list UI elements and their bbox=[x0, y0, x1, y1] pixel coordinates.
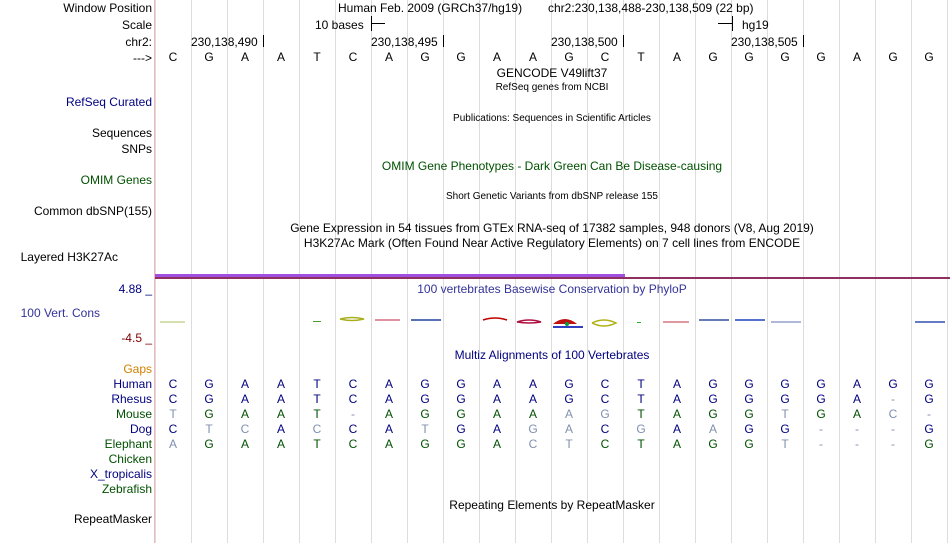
base-grid-line bbox=[371, 0, 372, 543]
label-sequences[interactable]: Sequences bbox=[91, 126, 152, 140]
label-cons-max: 4.88 _ bbox=[118, 282, 152, 296]
alignment-base-human: G bbox=[204, 377, 214, 391]
base-grid-line bbox=[155, 0, 156, 543]
alignment-base-dog: G bbox=[744, 422, 754, 436]
scale-bar-line bbox=[371, 23, 385, 24]
label-chicken[interactable]: Chicken bbox=[108, 452, 152, 466]
alignment-base-mouse: G bbox=[744, 407, 754, 421]
ruler-coord-3: 230,138,500 bbox=[551, 35, 618, 49]
alignment-base-human: A bbox=[384, 377, 393, 391]
label-refseq-curated[interactable]: RefSeq Curated bbox=[65, 95, 152, 109]
base-letter: A bbox=[672, 50, 681, 64]
alignment-base-elephant: A bbox=[672, 437, 681, 451]
label-window-position: Window Position bbox=[63, 1, 152, 15]
alignment-base-dog: C bbox=[348, 422, 358, 436]
alignment-base-rhesus: C bbox=[168, 392, 178, 406]
base-letter: G bbox=[888, 50, 898, 64]
alignment-base-dog: A bbox=[492, 422, 501, 436]
alignment-base-rhesus: G bbox=[420, 392, 430, 406]
base-letter: G bbox=[708, 50, 718, 64]
alignment-base-elephant: - bbox=[819, 437, 823, 451]
base-grid-line bbox=[263, 0, 264, 543]
ruler-coord-2: 230,138,495 bbox=[371, 35, 438, 49]
repeatmasker-track-title[interactable]: Repeating Elements by RepeatMasker bbox=[449, 498, 655, 512]
alignment-base-elephant: G bbox=[420, 437, 430, 451]
publications-track-title[interactable]: Publications: Sequences in Scientific Articles bbox=[453, 113, 651, 124]
h3k27ac-track-title[interactable]: H3K27Ac Mark (Often Found Near Active Regulatory Elements) on 7 cell lines from ENCODE bbox=[303, 236, 801, 250]
base-grid-line bbox=[911, 0, 912, 543]
base-letter: A bbox=[492, 50, 501, 64]
ruler-tick-1 bbox=[263, 35, 264, 47]
alignment-base-human: G bbox=[564, 377, 574, 391]
alignment-base-mouse: A bbox=[492, 407, 501, 421]
alignment-base-human: A bbox=[528, 377, 537, 391]
alignment-base-dog: - bbox=[891, 422, 895, 436]
label-x-tropicalis[interactable]: X_tropicalis bbox=[89, 467, 152, 481]
alignment-base-dog: G bbox=[780, 422, 790, 436]
alignment-base-human: G bbox=[420, 377, 430, 391]
alignment-base-dog: A bbox=[564, 422, 573, 436]
alignment-base-human: A bbox=[276, 377, 285, 391]
gtex-track-title[interactable]: Gene Expression in 54 tissues from GTEx RNA-seq of 17382 samples, 948 donors (V8, Aug 2019) bbox=[290, 221, 814, 235]
scale-bar-line-right bbox=[718, 23, 732, 24]
alignment-base-elephant: C bbox=[348, 437, 358, 451]
base-grid-line bbox=[407, 0, 408, 543]
alignment-base-rhesus: A bbox=[492, 392, 501, 406]
alignment-base-elephant: A bbox=[240, 437, 249, 451]
alignment-base-rhesus: A bbox=[384, 392, 393, 406]
alignment-base-mouse: G bbox=[204, 407, 214, 421]
alignment-base-dog: T bbox=[421, 422, 429, 436]
alignment-base-rhesus: A bbox=[852, 392, 861, 406]
alignment-base-rhesus: A bbox=[240, 392, 249, 406]
alignment-base-rhesus: G bbox=[564, 392, 574, 406]
alignment-base-rhesus: C bbox=[600, 392, 610, 406]
alignment-base-mouse: A bbox=[240, 407, 249, 421]
h3k27ac-baseline bbox=[155, 277, 950, 279]
label-dog[interactable]: Dog bbox=[129, 422, 152, 436]
alignment-base-elephant: G bbox=[456, 437, 466, 451]
base-letter: G bbox=[564, 50, 574, 64]
label-common-dbsnp[interactable]: Common dbSNP(155) bbox=[33, 204, 152, 218]
base-letter: T bbox=[313, 50, 321, 64]
alignment-base-mouse: A bbox=[528, 407, 537, 421]
alignment-base-dog: A bbox=[708, 422, 717, 436]
alignment-base-dog: G bbox=[924, 422, 934, 436]
label-snps[interactable]: SNPs bbox=[121, 142, 152, 156]
alignment-base-elephant: G bbox=[204, 437, 214, 451]
alignment-base-human: G bbox=[816, 377, 826, 391]
ruler-coord-1: 230,138,490 bbox=[191, 35, 258, 49]
base-grid-line bbox=[731, 0, 732, 543]
omim-track-title[interactable]: OMIM Gene Phenotypes - Dark Green Can Be Disease-causing bbox=[381, 159, 723, 173]
label-cons-min: -4.5 _ bbox=[121, 331, 152, 345]
alignment-base-elephant: T bbox=[565, 437, 573, 451]
alignment-base-mouse: G bbox=[456, 407, 466, 421]
base-grid-line bbox=[695, 0, 696, 543]
alignment-base-dog: A bbox=[672, 422, 681, 436]
alignment-base-rhesus: G bbox=[816, 392, 826, 406]
base-grid-line bbox=[299, 0, 300, 543]
alignment-base-mouse: G bbox=[708, 407, 718, 421]
alignment-base-rhesus: G bbox=[204, 392, 214, 406]
track-image-panel[interactable] bbox=[155, 0, 950, 543]
base-grid-line bbox=[443, 0, 444, 543]
label-chromosome: chr2: bbox=[125, 35, 152, 49]
alignment-base-dog: - bbox=[855, 422, 859, 436]
label-scale: Scale bbox=[121, 18, 152, 32]
ruler-tick-4 bbox=[803, 35, 804, 47]
alignment-base-rhesus: T bbox=[313, 392, 321, 406]
alignment-base-mouse: G bbox=[420, 407, 430, 421]
label-gaps[interactable]: Gaps bbox=[123, 362, 152, 376]
alignment-base-mouse: A bbox=[384, 407, 393, 421]
label-mouse[interactable]: Mouse bbox=[115, 407, 152, 421]
alignment-base-human: C bbox=[600, 377, 610, 391]
multiz-track-title[interactable]: Multiz Alignments of 100 Vertebrates bbox=[454, 348, 650, 362]
ruler-coord-4: 230,138,505 bbox=[731, 35, 798, 49]
alignment-base-mouse: C bbox=[888, 407, 898, 421]
label-omim-genes[interactable]: OMIM Genes bbox=[80, 173, 152, 187]
alignment-base-elephant: T bbox=[313, 437, 321, 451]
alignment-base-rhesus: G bbox=[780, 392, 790, 406]
alignment-base-human: G bbox=[780, 377, 790, 391]
alignment-base-human: A bbox=[240, 377, 249, 391]
label-elephant[interactable]: Elephant bbox=[104, 437, 152, 451]
label-repeatmasker[interactable]: RepeatMasker bbox=[73, 512, 152, 526]
ruler-tick-2 bbox=[443, 35, 444, 47]
assembly-title: Human Feb. 2009 (GRCh37/hg19) bbox=[338, 1, 523, 15]
alignment-base-mouse: A bbox=[276, 407, 285, 421]
alignment-base-human: C bbox=[168, 377, 178, 391]
label-rhesus[interactable]: Rhesus bbox=[111, 392, 152, 406]
alignment-base-mouse: T bbox=[169, 407, 177, 421]
alignment-base-mouse: T bbox=[637, 407, 645, 421]
base-grid-line bbox=[803, 0, 804, 543]
scale-bar-text: 10 bases bbox=[315, 18, 364, 32]
alignment-base-rhesus: A bbox=[672, 392, 681, 406]
alignment-base-human: G bbox=[708, 377, 718, 391]
alignment-base-elephant: T bbox=[781, 437, 789, 451]
alignment-base-human: G bbox=[888, 377, 898, 391]
label-100-vert-cons[interactable]: 100 Vert. Cons bbox=[20, 306, 100, 320]
label-human[interactable]: Human bbox=[113, 377, 152, 391]
label-zebrafish[interactable]: Zebrafish bbox=[101, 482, 152, 496]
dbsnp-track-title[interactable]: Short Genetic Variants from dbSNP release 155 bbox=[446, 191, 658, 202]
alignment-base-rhesus: T bbox=[637, 392, 645, 406]
alignment-base-human: A bbox=[852, 377, 861, 391]
alignment-base-elephant: A bbox=[168, 437, 177, 451]
alignment-base-rhesus: A bbox=[528, 392, 537, 406]
alignment-base-dog: C bbox=[240, 422, 250, 436]
base-letter: C bbox=[600, 50, 610, 64]
alignment-base-human: C bbox=[348, 377, 358, 391]
alignment-base-rhesus: G bbox=[924, 392, 934, 406]
alignment-base-human: A bbox=[672, 377, 681, 391]
alignment-base-human: G bbox=[744, 377, 754, 391]
alignment-base-dog: G bbox=[528, 422, 538, 436]
base-letter: G bbox=[204, 50, 214, 64]
base-grid-line bbox=[875, 0, 876, 543]
gencode-track-title[interactable]: GENCODE V49lift37 bbox=[496, 66, 608, 80]
base-letter: A bbox=[852, 50, 861, 64]
base-letter: G bbox=[420, 50, 430, 64]
alignment-base-elephant: A bbox=[384, 437, 393, 451]
alignment-base-mouse: A bbox=[672, 407, 681, 421]
alignment-base-rhesus: - bbox=[891, 392, 895, 406]
alignment-base-rhesus: C bbox=[348, 392, 358, 406]
alignment-base-dog: T bbox=[205, 422, 213, 436]
alignment-base-mouse: A bbox=[852, 407, 861, 421]
alignment-base-rhesus: A bbox=[276, 392, 285, 406]
track-labels-panel bbox=[0, 0, 154, 543]
base-grid-line bbox=[839, 0, 840, 543]
alignment-base-human: G bbox=[924, 377, 934, 391]
base-letter: C bbox=[348, 50, 358, 64]
phylop-wiggle bbox=[155, 300, 950, 340]
alignment-base-rhesus: G bbox=[744, 392, 754, 406]
alignment-base-rhesus: G bbox=[456, 392, 466, 406]
alignment-base-mouse: - bbox=[927, 407, 931, 421]
ruler-tick-3 bbox=[623, 35, 624, 47]
alignment-base-mouse: T bbox=[781, 407, 789, 421]
base-letter: G bbox=[816, 50, 826, 64]
label-strand-arrow: ---> bbox=[133, 51, 152, 65]
base-grid-line bbox=[335, 0, 336, 543]
alignment-base-dog: - bbox=[819, 422, 823, 436]
base-letter: A bbox=[528, 50, 537, 64]
base-letter: A bbox=[276, 50, 285, 64]
refseq-track-subtitle[interactable]: RefSeq genes from NCBI bbox=[495, 82, 609, 93]
base-letter: C bbox=[168, 50, 178, 64]
alignment-base-human: A bbox=[492, 377, 501, 391]
alignment-base-dog: C bbox=[600, 422, 610, 436]
base-letter: T bbox=[637, 50, 645, 64]
base-letter: A bbox=[240, 50, 249, 64]
base-grid-line bbox=[947, 0, 948, 543]
phylop-track-title[interactable]: 100 vertebrates Basewise Conservation by PhyloP bbox=[417, 282, 687, 296]
alignment-base-mouse: A bbox=[564, 407, 573, 421]
base-grid-line bbox=[767, 0, 768, 543]
alignment-base-mouse: G bbox=[600, 407, 610, 421]
alignment-base-human: T bbox=[637, 377, 645, 391]
alignment-base-dog: G bbox=[456, 422, 466, 436]
base-letter: G bbox=[744, 50, 754, 64]
alignment-base-elephant: G bbox=[708, 437, 718, 451]
base-grid-line bbox=[191, 0, 192, 543]
label-layered-h3k27ac[interactable]: Layered H3K27Ac bbox=[20, 250, 118, 264]
alignment-base-elephant: G bbox=[924, 437, 934, 451]
base-grid-line bbox=[659, 0, 660, 543]
alignment-base-dog: C bbox=[168, 422, 178, 436]
scale-bar-right-tick bbox=[732, 16, 733, 31]
alignment-base-elephant: A bbox=[276, 437, 285, 451]
alignment-base-elephant: A bbox=[492, 437, 501, 451]
alignment-base-dog: A bbox=[276, 422, 285, 436]
alignment-base-elephant: G bbox=[744, 437, 754, 451]
base-letter: G bbox=[924, 50, 934, 64]
alignment-base-elephant: T bbox=[637, 437, 645, 451]
alignment-base-dog: G bbox=[636, 422, 646, 436]
base-grid-line bbox=[227, 0, 228, 543]
alignment-base-mouse: G bbox=[816, 407, 826, 421]
alignment-base-mouse: - bbox=[351, 407, 355, 421]
alignment-base-elephant: C bbox=[528, 437, 538, 451]
alignment-base-elephant: C bbox=[600, 437, 610, 451]
base-grid-line bbox=[479, 0, 480, 543]
alignment-base-mouse: T bbox=[313, 407, 321, 421]
alignment-base-dog: C bbox=[312, 422, 322, 436]
alignment-base-rhesus: G bbox=[708, 392, 718, 406]
alignment-base-elephant: - bbox=[891, 437, 895, 451]
base-letter: G bbox=[780, 50, 790, 64]
base-letter: A bbox=[384, 50, 393, 64]
alignment-base-human: G bbox=[456, 377, 466, 391]
alignment-base-elephant: - bbox=[855, 437, 859, 451]
alignment-base-human: T bbox=[313, 377, 321, 391]
alignment-base-dog: A bbox=[384, 422, 393, 436]
db-label: hg19 bbox=[742, 18, 769, 32]
window-position-text: chr2:230,138,488-230,138,509 (22 bp) bbox=[548, 1, 754, 15]
base-letter: G bbox=[456, 50, 466, 64]
base-grid-line bbox=[623, 0, 624, 543]
